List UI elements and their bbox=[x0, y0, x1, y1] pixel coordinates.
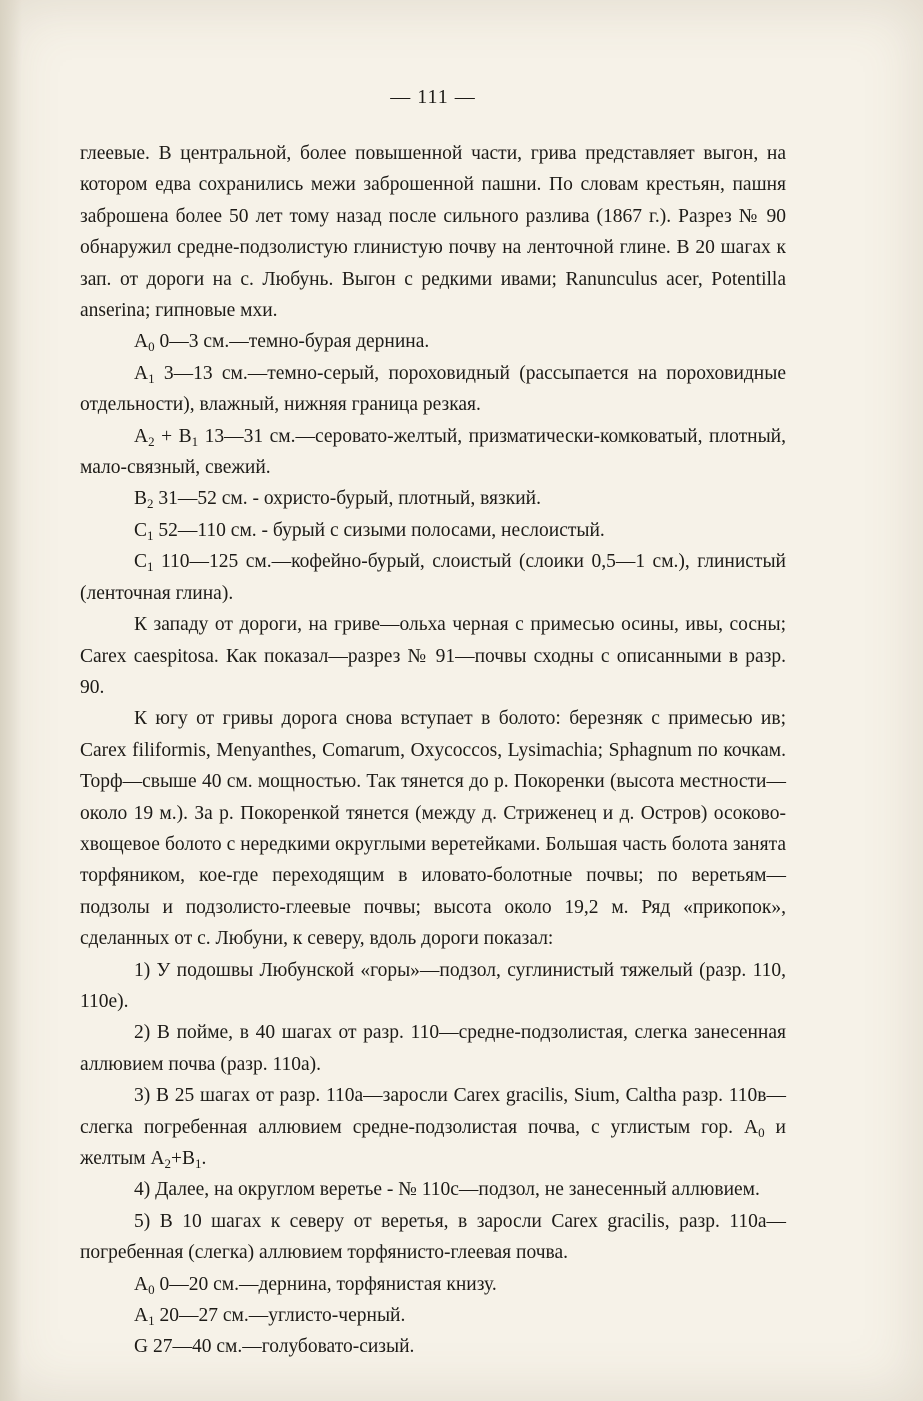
horizon-letter: A bbox=[134, 362, 149, 384]
horizon-letter: A bbox=[134, 425, 149, 447]
horizon-g: G 27—40 см.—голубовато-сизый. bbox=[134, 1336, 415, 1358]
list-item-3 bbox=[80, 1080, 786, 1174]
page-number: — 111 — bbox=[390, 86, 476, 108]
horizon-letter: C bbox=[134, 551, 148, 573]
list-item-text: и желтым A bbox=[80, 1116, 786, 1169]
horizon-a1 bbox=[80, 358, 786, 421]
horizon-description: 20—27 см.—углисто-черный. bbox=[154, 1305, 406, 1327]
horizon-letter: B bbox=[134, 488, 148, 510]
list-item-4: 4) Далее, на округлом веретье - № 110с—подзол, не занесенный аллювием. bbox=[134, 1179, 760, 1201]
page-edge-shadow bbox=[0, 0, 22, 1401]
horizon-subscript: 1 bbox=[148, 370, 155, 386]
horizon-subscript: 1 bbox=[147, 527, 154, 543]
horizon-subscript: 0 bbox=[148, 339, 155, 355]
list-item-1: 1) У подошвы Любунской «горы»—подзол, суглинистый тяжелый (разр. 110, 110е). bbox=[80, 959, 786, 1012]
horizon-subscript: 1 bbox=[195, 1156, 202, 1171]
horizon-subscript: 2 bbox=[148, 433, 155, 449]
horizon-subscript: 1 bbox=[147, 559, 154, 575]
horizon-letter: A bbox=[134, 1305, 149, 1327]
horizon-subscript: 1 bbox=[191, 433, 199, 449]
horizon-a0 bbox=[80, 326, 786, 357]
horizon-subscript: 0 bbox=[758, 1124, 765, 1140]
horizon-letter: C bbox=[134, 519, 148, 541]
horizon-a2-b1 bbox=[80, 421, 786, 484]
horizon-description: 31—52 см. - охристо-бурый, плотный, вязкий. bbox=[153, 488, 541, 510]
horizon-a0-second bbox=[80, 1269, 786, 1300]
list-item-text: 3) В 25 шагах от разр. 110а—заросли Carex gracilis, Sium, Caltha разр. 110в—слегка погребенная аллювием средне-подзолистая почва, с углистым гор. A bbox=[80, 1085, 786, 1138]
list-item-text: +B bbox=[171, 1148, 196, 1169]
horizon-a1-second bbox=[80, 1300, 786, 1331]
horizon-subscript: 2 bbox=[164, 1156, 172, 1171]
paragraph-west-of-road: К западу от дороги, на гриве—ольха черная с примесью осины, ивы, сосны; Carex caespitosa. Как показал—разрез № 91—почвы сходны с описанными в разр. 90. bbox=[80, 614, 786, 698]
horizon-description: 0—20 см.—дернина, торфянистая книзу. bbox=[154, 1273, 497, 1295]
horizon-description: 110—125 см.—кофейно-бурый, слоистый (слоики 0,5—1 см.), глинистый (ленточная глина). bbox=[80, 551, 786, 604]
horizon-description: 52—110 см. - бурый с сизыми полосами, неслоистый. bbox=[153, 519, 605, 541]
list-item-5: 5) В 10 шагах к северу от веретья, в заросли Carex gracilis, разр. 110а—погребенная (слегка) аллювием торфянисто-глеевая почва. bbox=[80, 1210, 786, 1264]
horizon-c1-lower bbox=[80, 546, 786, 609]
horizon-subscript: 0 bbox=[148, 1281, 155, 1297]
horizon-description: 3—13 см.—темно-серый, пороховидный (рассыпается на пороховидные отдельности), влажный, нижняя граница резкая. bbox=[80, 362, 786, 416]
list-item-text: . bbox=[201, 1148, 207, 1169]
horizon-letter: A bbox=[134, 331, 149, 353]
paragraph-grazing-land: глеевые. В центральной, более повышенной части, грива представляет выгон, на котором едва сохранились межи заброшенной пашни. По словам крестьян, пашня заброшена более 50 лет тому назад после сильного разлива (1867 г.). Разрез № 90 обнаружил средне-подзолистую глинистую почву на ленточной глине. В 20 шагах к зап. от дороги на с. Любунь. Выгон с редкими ивами; Ranunculus acer, Potentilla anserina; гипновые мхи. bbox=[80, 143, 786, 322]
horizon-c1-upper bbox=[80, 515, 786, 546]
horizon-subscript: 1 bbox=[148, 1313, 155, 1329]
paragraph-south-of-ridge: К югу от гривы дорога снова вступает в болото: березняк с примесью ив; Carex filiformis, Menyanthes, Comarum, Oxycoccos, Lysimachia; Sphagnum по кочкам. Торф—свыше 40 см. мощностью. Так тянется до р. Покоренки (высота местности—около 19 м.). За р. Покоренкой тянется (между д. Стриженец и д. Остров) осоково-хвощевое болото с нередкими округлыми веретейками. Большая часть болота занята торфяником, кое-где переходящим в иловато-болотные почвы; по веретьям—подзолы и подзолисто-глеевые почвы; высота около 19,2 м. Ряд «прикопок», сделанных от с. Любуни, к северу, вдоль дороги показал: bbox=[80, 708, 786, 950]
horizon-b2 bbox=[80, 483, 786, 514]
horizon-letter: + B bbox=[154, 425, 192, 447]
horizon-description: 13—31 см.—серовато-желтый, призматически-комковатый, плотный, мало-связный, свежий. bbox=[80, 425, 786, 479]
horizon-subscript: 2 bbox=[147, 496, 154, 512]
horizon-description: 0—3 см.—темно-бурая дернина. bbox=[154, 331, 430, 353]
body-text bbox=[80, 138, 786, 1363]
list-item-2: 2) В пойме, в 40 шагах от разр. 110—средне-подзолистая, слегка занесенная аллювием почва (разр. 110а). bbox=[80, 1022, 786, 1075]
horizon-letter: A bbox=[134, 1273, 149, 1295]
